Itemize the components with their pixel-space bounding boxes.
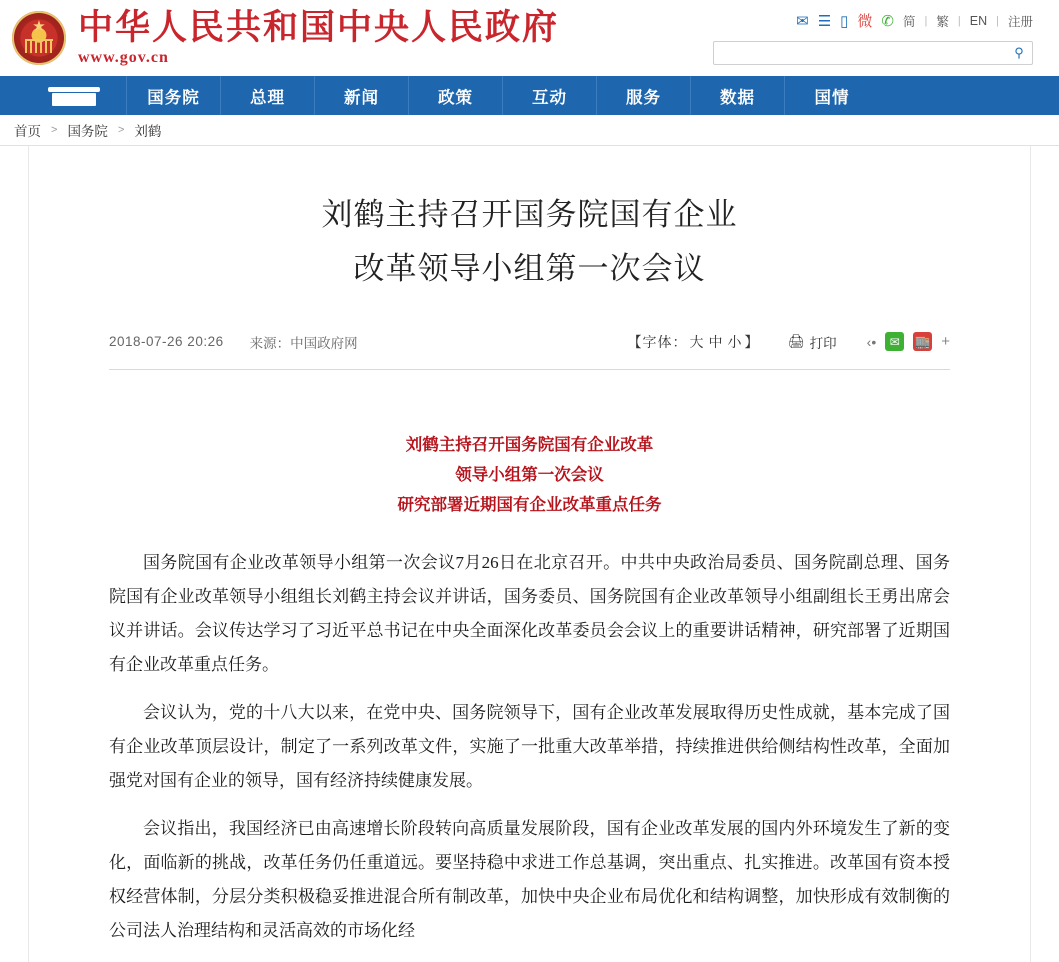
main-nav — [0, 76, 1059, 115]
fontsize-medium[interactable]: 中 — [708, 333, 724, 350]
printer-icon: 🖨 — [787, 333, 805, 349]
article-paragraph: 会议认为，党的十八大以来，在党中央、国务院领导下，国有企业改革发展取得历史性成就，基本完成了国有企业改革顶层设计，制定了一系列改革文件，实施了一批重大改革举措，持续推进供给侧结构性改革，全面加强党对国有企业的领导，国有经济持续健康发展。 — [109, 703, 950, 790]
tiananmen-icon — [48, 84, 100, 108]
page-title — [109, 188, 950, 296]
share-icon[interactable]: ‹• — [866, 333, 877, 350]
site-title-cn: 中华人民共和国中央人民政府 — [78, 8, 560, 47]
lang-separator-3: | — [996, 15, 999, 27]
breadcrumb-item-liuhe[interactable]: 刘鹤 — [134, 124, 162, 139]
nav-item-zongli[interactable]: 总理 — [221, 76, 315, 115]
lang-simplified[interactable]: 简 — [903, 15, 916, 29]
article-body — [109, 546, 950, 948]
breadcrumb-item-guowuyuan[interactable]: 国务院 — [67, 124, 108, 139]
site-brand[interactable] — [12, 8, 559, 67]
lang-traditional[interactable]: 繁 — [936, 15, 949, 29]
nav-item-xinwen[interactable]: 新闻 — [315, 76, 409, 115]
share-group — [867, 332, 950, 351]
breadcrumb-item-home[interactable]: 首页 — [14, 124, 41, 139]
wechat-icon[interactable]: ✆ — [881, 12, 894, 30]
site-title-en: www.gov.cn — [78, 49, 169, 66]
page-title-line1: 刘鹤主持召开国务院国有企业 — [321, 197, 738, 232]
lang-english[interactable]: EN — [969, 14, 988, 28]
header-utilities — [713, 10, 1033, 65]
page-body — [0, 146, 1059, 962]
share-wechat-icon[interactable]: ✉ — [885, 332, 904, 351]
nav-item-guoqing[interactable]: 国情 — [814, 88, 850, 107]
weibo-icon[interactable]: 微 — [857, 12, 873, 30]
subtitle-line-1: 刘鹤主持召开国务院国有企业改革 — [405, 435, 654, 454]
article — [28, 146, 1031, 962]
rss-icon[interactable]: ☰ — [817, 12, 832, 30]
nav-item-guowuyuan[interactable]: 国务院 — [127, 76, 221, 115]
article-paragraph: 国务院国有企业改革领导小组第一次会议7月26日在北京召开。中共中央政治局委员、国务院副总理、国务院国有企业改革领导小组组长刘鹤主持会议并讲话，国务委员、国务院国有企业改革领导小组副组长王勇出席会议并讲话。会议传达学习了习近平总书记在中央全面深化改革委员会会议上的重要讲话精神，研究部署了近期国有企业改革重点任务。 — [109, 553, 950, 674]
article-paragraph: 会议指出，我国经济已由高速增长阶段转向高质量发展阶段，国有企业改革发展的国内外环境发生了新的变化，面临新的挑战，改革任务仍任重道远。要坚持稳中求进工作总基调，突出重点、扎实推进。改革国有资本授权经营体制，分层分类积极稳妥推进混合所有制改革，加快中央企业布局优化和结构调整，加快形成有效制衡的公司法人治理结构和灵活高效的市场化经 — [109, 819, 950, 940]
article-meta — [109, 330, 950, 370]
mail-icon[interactable]: ✉ — [796, 12, 809, 30]
page-title-line2: 改革领导小组第一次会议 — [353, 251, 706, 286]
share-weibo-icon[interactable]: 🏬 — [913, 332, 932, 351]
fontsize-close: 】 — [744, 333, 760, 350]
publish-date: 2018-07-26 20:26 — [109, 334, 224, 349]
breadcrumb-arrow-2: > — [117, 124, 125, 136]
subtitle-line-3: 研究部署近期国有企业改革重点任务 — [397, 495, 662, 514]
fontsize-large[interactable]: 大 — [689, 333, 705, 350]
print-label: 打印 — [809, 335, 837, 351]
fontsize-control — [628, 332, 760, 352]
search-icon[interactable]: ⚲ — [1014, 45, 1024, 60]
nav-item-hudong[interactable]: 互动 — [503, 76, 597, 115]
search-box[interactable] — [713, 41, 1033, 65]
breadcrumb — [0, 115, 1059, 146]
breadcrumb-arrow-1: > — [51, 124, 58, 136]
article-subtitles — [109, 430, 950, 520]
fontsize-label: 【字体： — [627, 333, 688, 350]
mobile-icon[interactable]: ▯ — [840, 12, 849, 30]
search-input[interactable] — [714, 42, 1006, 64]
subtitle-line-2: 领导小组第一次会议 — [455, 465, 604, 484]
source-label: 来源： — [249, 335, 291, 351]
nav-item-fuwu[interactable]: 服务 — [597, 76, 691, 115]
share-more-icon[interactable]: + — [941, 333, 950, 350]
lang-separator-1: | — [924, 15, 928, 27]
register-link[interactable]: 注册 — [1007, 15, 1033, 29]
fontsize-small[interactable]: 小 — [727, 333, 743, 350]
source-name[interactable]: 中国政府网 — [290, 335, 358, 351]
nav-item-zhengce[interactable]: 政策 — [409, 76, 503, 115]
nav-item-home[interactable] — [22, 76, 127, 115]
print-button[interactable] — [788, 332, 837, 352]
site-header — [0, 0, 1059, 76]
national-emblem-icon — [12, 11, 66, 65]
nav-item-shuju[interactable]: 数据 — [691, 76, 785, 115]
lang-separator-2: | — [957, 15, 961, 27]
